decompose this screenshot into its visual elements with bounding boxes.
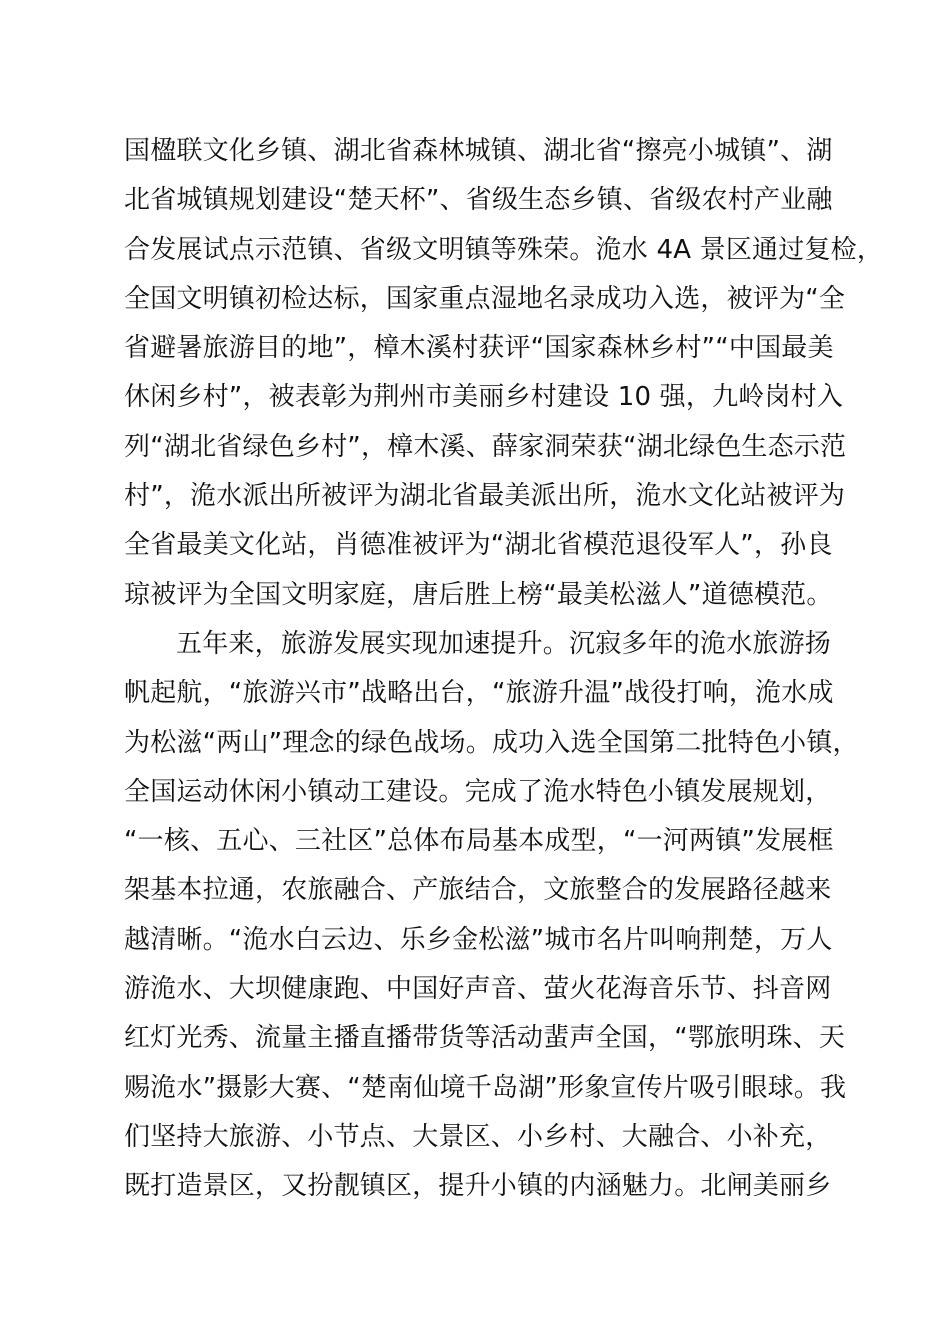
text-line: 赐洈水”摄影大赛、“楚南仙境千岛湖”形象宣传片吸引眼球。我 [124, 1072, 847, 1103]
text-line: 既打造景区，又扮靓镇区，提升小镇的内涵魅力。北闸美丽乡 [124, 1171, 832, 1202]
body-text [124, 127, 884, 1212]
text-line: 休闲乡村”，被表彰为荆州市美丽乡村建设 10 强，九岭岗村入 [124, 382, 844, 413]
text-line: 越清晰。“洈水白云边、乐乡金松滋”城市名片叫响荆楚，万人 [124, 924, 833, 955]
text-line: 全国运动休闲小镇动工建设。完成了洈水特色小镇发展规划， [124, 776, 832, 807]
text-line: “一核、五心、三社区”总体布局基本成型，“一河两镇”发展框 [124, 826, 834, 857]
text-line: 为松滋“两山”理念的绿色战场。成功入选全国第二批特色小镇， [124, 727, 859, 758]
text-line: 合发展试点示范镇、省级文明镇等殊荣。洈水 4A 景区通过复检， [124, 234, 884, 265]
text-line: 架基本拉通，农旅融合、产旅结合，文旅整合的发展路径越来 [124, 875, 832, 906]
text-line: 帆起航，“旅游兴市”战略出台，“旅游升温”战役打响，洈水成 [124, 678, 834, 709]
text-line: 北省城镇规划建设“楚天杯”、省级生态乡镇、省级农村产业融 [124, 185, 833, 216]
text-line: 红灯光秀、流量主播直播带货等活动蜚声全国，“鄂旅明珠、天 [124, 1023, 846, 1054]
text-line: 列“湖北省绿色乡村”，樟木溪、薛家洞荣获“湖北绿色生态示范 [124, 431, 847, 462]
text-line: 省避暑旅游目的地”，樟木溪村获评“国家森林乡村”“中国最美 [124, 333, 834, 364]
text-line: 们坚持大旅游、小节点、大景区、小乡村、大融合、小补充， [124, 1121, 832, 1152]
text-line: 村”，洈水派出所被评为湖北省最美派出所，洈水文化站被评为 [124, 481, 846, 512]
text-line: 国楹联文化乡镇、湖北省森林城镇、湖北省“擦亮小城镇”、湖 [124, 136, 833, 166]
text-line: 游洈水、大坝健康跑、中国好声音、萤火花海音乐节、抖音网 [124, 974, 832, 1005]
text-line: 琼被评为全国文明家庭，唐后胜上榜“最美松滋人”道德模范。 [124, 579, 833, 610]
paragraph-first-line: 五年来，旅游发展实现加速提升。沉寂多年的洈水旅游扬 [176, 628, 832, 659]
text-line: 全省最美文化站，肖德准被评为“湖北省模范退役军人”，孙良 [124, 530, 833, 561]
text-line: 全国文明镇初检达标，国家重点湿地名录成功入选，被评为“全 [124, 283, 846, 314]
